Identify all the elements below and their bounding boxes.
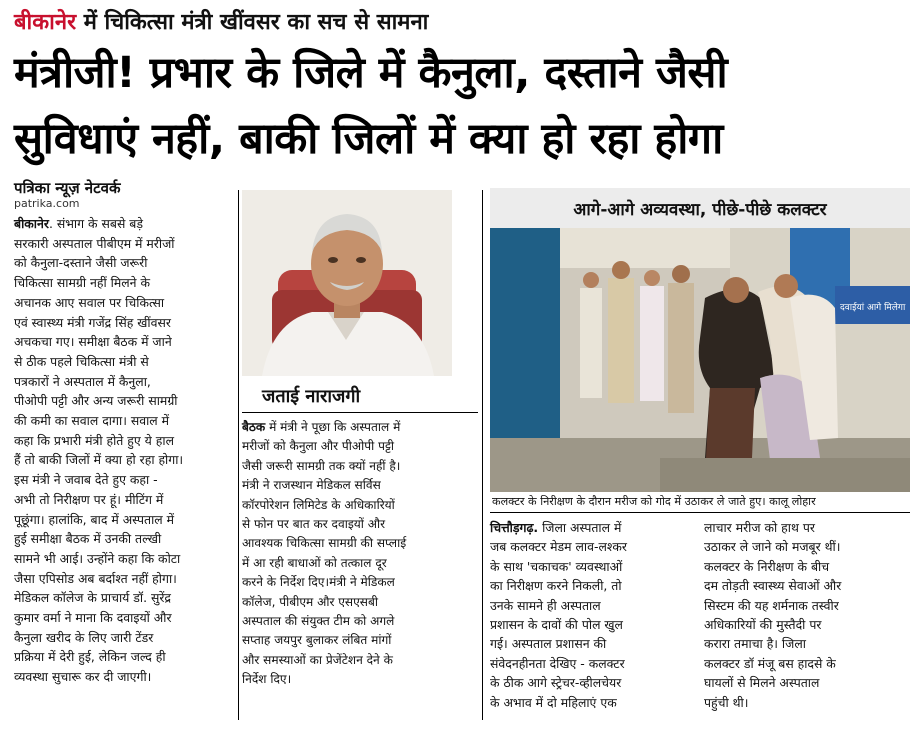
story-3-line: उठाकर ले जाने को मजबूर थीं। [704, 539, 841, 555]
story-2-lead: बैठक [242, 420, 266, 434]
story-3-column-2 [704, 518, 910, 712]
story-2-line: निर्देश दिए। [242, 672, 292, 687]
story-1-line: अभी तो निरीक्षण पर हूं। मीटिंग में [14, 491, 164, 507]
caption-divider [242, 412, 478, 413]
story-3-line: गई। अस्पताल प्रशासन की [490, 636, 607, 652]
story-2-line: करने के निर्देश दिए।मंत्री ने मेडिकल [242, 575, 395, 590]
kicker-text: में चिकित्सा मंत्री खींवसर का सच से सामना [76, 10, 429, 35]
story-3-line: घायलों से मिलने अस्पताल [704, 675, 820, 691]
story-3-line: कलक्टर डॉ मंजू बस हादसे के [704, 655, 836, 671]
story-1-line: जैसा एपिसोड अब बर्दाश्त नहीं होगा। [14, 570, 177, 586]
byline-site: patrika.com [14, 197, 80, 210]
story-1-line: चिकित्सा सामग्री नहीं मिलने के [14, 275, 150, 291]
story-2-line: बैठक में मंत्री ने पूछा कि अस्पताल में [242, 420, 401, 434]
story-1-line: अचकचा गए। समीक्षा बैठक में जाने [14, 334, 172, 350]
story-2 [242, 418, 478, 690]
story-2-line: मंत्री ने राजस्थान मेडिकल सर्विस [242, 478, 381, 493]
story-1-line: एवं स्वास्थ्य मंत्री गजेंद्र सिंह खींवसर [14, 314, 171, 330]
story-2-line: जैसी जरूरी सामग्री तक क्यों नहीं है। [242, 458, 401, 473]
headline-line-2: सुविधाएं नहीं, बाकी जिलों में क्या हो रहा होगा [14, 114, 723, 164]
story-1-line: सरकारी अस्पताल पीबीएम में मरीजों [14, 235, 175, 251]
story-2-line: से फोन पर बात कर दवाइयों और [242, 517, 386, 532]
story-1-line: को कैनुला-दस्ताने जैसी जरूरी [14, 255, 148, 271]
story-1-line: अचानक आए सवाल पर चिकित्सा [14, 294, 165, 310]
story-1-line: कहा कि प्रभारी मंत्री होते हुए ये हाल [14, 432, 174, 448]
hospital-photo [490, 228, 910, 492]
byline-network: पत्रिका न्यूज़ नेटवर्क [14, 179, 121, 197]
story-1-dateline: बीकानेर [14, 216, 49, 231]
photo-2-caption: कलक्टर के निरीक्षण के दौरान मरीज को गोद में उठाकर ले जाते हुए। कालू लोहार [492, 495, 816, 508]
story-1-line: प्रक्रिया में देरी हुई, लेकिन जल्द ही [14, 649, 166, 665]
story-1-line: कैनुला खरीद के लिए जारी टेंडर [14, 629, 154, 645]
story-3-line: के ठीक आगे स्ट्रेचर-व्हीलचेयर [490, 675, 622, 691]
story-2-line: अस्पताल की संयुक्त टीम को अगले [242, 614, 395, 629]
minister-photo-caption: जताई नाराजगी [262, 386, 361, 407]
story-3-line: के अभाव में दो महिलाएं एक [490, 694, 617, 710]
story-3-line: संवेदनहीनता देखिए - कलक्टर [490, 655, 625, 671]
story-3-line: के साथ 'चकाचक' व्यवस्थाओं [490, 558, 623, 574]
story-1-line: पीओपी पट्टी और अन्य जरूरी सामग्री [14, 393, 178, 409]
caption-divider [490, 512, 910, 513]
story-3-line: जब कलक्टर मेडम लाव-लश्कर [490, 539, 627, 555]
story-1-line: व्यवस्था सुचारू कर दी जाएगी। [14, 669, 152, 685]
story-1-line: बीकानेर. संभाग के सबसे बड़े [14, 216, 143, 231]
photo-2-heading: आगे-आगे अव्यवस्था, पीछे-पीछे कलक्टर [490, 188, 910, 228]
column-rule [482, 190, 483, 720]
story-1-line: सामने भी आई। उन्होंने कहा कि कोटा [14, 550, 181, 566]
story-3-line: पहुंची थी। [704, 694, 749, 710]
story-1-line: हुई समीक्षा बैठक में उनकी तल्खी [14, 531, 162, 547]
story-1-line: इस मंत्री ने जवाब देते हुए कहा - [14, 472, 158, 488]
story-3-dateline: चित्तौड़गढ़. [490, 520, 539, 535]
story-3-line: का निरीक्षण करने निकली, तो [490, 578, 622, 594]
story-1-line: पूछूंगा। हालांकि, बाद में अस्पताल में [14, 511, 175, 527]
medicine-sign-text: दवाईयां आगे मिलेगा [840, 303, 906, 313]
story-3-line: लाचार मरीज को हाथ पर [704, 520, 815, 535]
story-1-line: से ठीक पहले चिकित्सा मंत्री से [14, 353, 149, 369]
story-3-line: प्रशासन के दावों की पोल खुल [490, 617, 623, 633]
story-2-line: सप्ताह जयपुर बुलाकर लंबित मांगों [242, 633, 392, 648]
story-3-line: दम तोड़ती स्वास्थ्य सेवाओं और [704, 578, 842, 594]
headline-line-1: मंत्रीजी! प्रभार के जिले में कैनुला, दस्ताने जैसी [14, 48, 728, 98]
story-1-line: मेडिकल कॉलेज के प्राचार्य डॉ. सुरेंद्र [14, 590, 172, 606]
story-3-line: चित्तौड़गढ़. जिला अस्पताल में [490, 520, 622, 535]
story-1-line: की कमी का सवाल दागा। सवाल में [14, 413, 170, 429]
story-2-line: आवश्यक चिकित्सा सामग्री की सप्लाई [242, 536, 407, 551]
story-3-line: उनके सामने ही अस्पताल [490, 597, 601, 613]
story-1 [14, 214, 234, 687]
story-2-line: मरीजों को कैनुला और पीओपी पट्टी [242, 439, 394, 454]
story-2-line: कॉरपोरेशन लिमिटेड के अधिकारियों [242, 497, 395, 512]
column-rule [238, 190, 239, 720]
story-3-column-1 [490, 518, 698, 712]
story-3-line: कलक्टर के निरीक्षण के बीच [704, 558, 830, 574]
kicker-place: बीकानेर [14, 10, 77, 35]
story-2-line: कॉलेज, पीबीएम और एसएसबी [242, 594, 379, 609]
story-1-line: कुमार वर्मा ने माना कि दवाइयों और [14, 610, 172, 626]
story-1-line: हैं तो बाकी जिलों में क्या हो रहा होगा। [14, 452, 184, 468]
story-1-line: पत्रकारों ने अस्पताल में कैनुला, [14, 373, 151, 389]
story-3-line: करारा तमाचा है। जिला [704, 636, 806, 652]
minister-photo [242, 190, 452, 376]
kicker-line [14, 6, 428, 36]
story-3-line: सिस्टम की यह शर्मनाक तस्वीर [704, 597, 839, 613]
story-2-line: में आ रही बाधाओं को तत्काल दूर [242, 555, 387, 570]
story-3-line: अधिकारियों की मुस्तैदी पर [704, 617, 822, 633]
story-2-line: और समस्याओं का प्रेजेंटेशन देने के [242, 652, 393, 667]
